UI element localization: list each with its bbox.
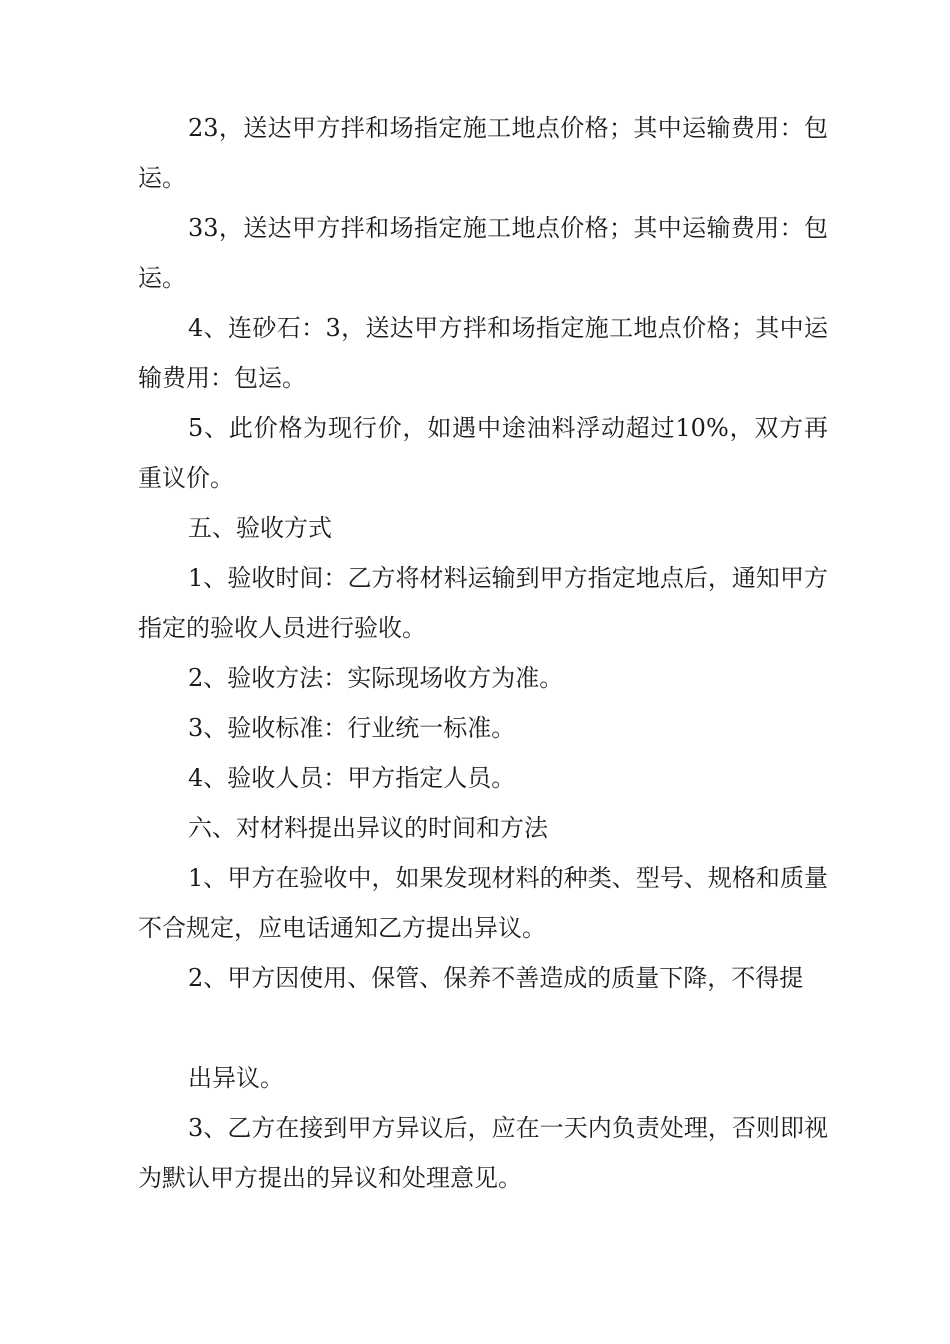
- paragraph-objection-2-continued: 出异议。: [188, 1064, 284, 1092]
- paragraph-item-4-gravel: 4、连砂石：3，送达甲方拌和场指定施工地点价格；其中运输费用：包运。: [138, 314, 828, 392]
- section-heading-objection: 六、对材料提出异议的时间和方法: [188, 814, 548, 842]
- paragraph-item-23-price: 23，送达甲方拌和场指定施工地点价格；其中运输费用：包运。: [138, 114, 828, 192]
- paragraph-objection-3: 3、乙方在接到甲方异议后，应在一天内负责处理，否则即视为默认甲方提出的异议和处理意见。: [138, 1114, 828, 1192]
- paragraph-acceptance-personnel: 4、验收人员：甲方指定人员。: [188, 764, 516, 792]
- paragraph-objection-1: 1、甲方在验收中，如果发现材料的种类、型号、规格和质量不合规定，应电话通知乙方提出异议。: [138, 864, 828, 942]
- document-page: [138, 103, 828, 1203]
- paragraph-item-33-price: 33，送达甲方拌和场指定施工地点价格；其中运输费用：包运。: [138, 214, 828, 292]
- paragraph-acceptance-method: 2、验收方法：实际现场收方为准。: [188, 664, 564, 692]
- paragraph-objection-2: 2、甲方因使用、保管、保养不善造成的质量下降，不得提: [188, 964, 804, 992]
- paragraph-acceptance-standard: 3、验收标准：行业统一标准。: [188, 714, 516, 742]
- section-heading-acceptance: 五、验收方式: [188, 514, 332, 542]
- paragraph-item-5-price-adjust: 5、此价格为现行价，如遇中途油料浮动超过10%，双方再重议价。: [138, 414, 828, 492]
- paragraph-acceptance-time: 1、验收时间：乙方将材料运输到甲方指定地点后，通知甲方指定的验收人员进行验收。: [138, 564, 828, 642]
